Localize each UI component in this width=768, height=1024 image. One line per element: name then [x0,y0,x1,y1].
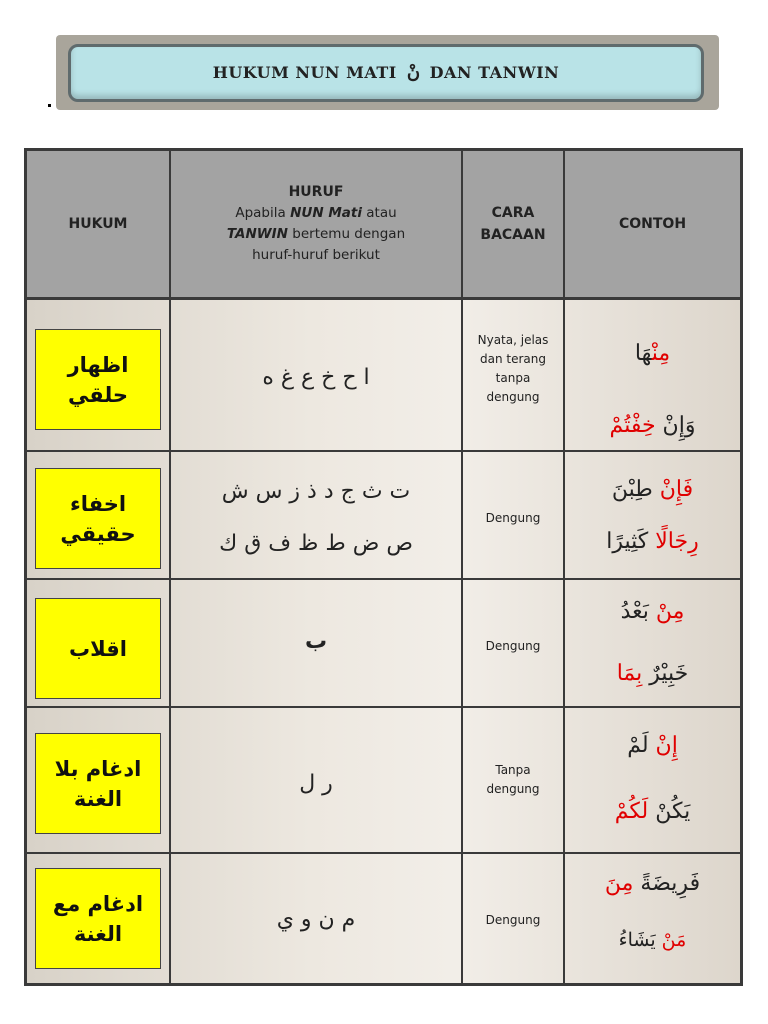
column-divider [461,151,463,983]
table-header [27,151,740,300]
row-divider [27,578,740,580]
huruf-letters: ب [304,629,328,654]
cara-bacaan: Dengung [485,913,541,927]
contoh-example: مِنْهَا [634,341,671,366]
hukum-table [24,148,743,986]
title-left: HUKUM NUN MATI [212,63,397,82]
header-hukum: HUKUM [68,216,128,232]
contoh-example: إِنْ لَمْ [627,733,678,758]
contoh-example: فَرِيضَةً مِنَ [604,871,701,896]
huruf-letters: م ن و ي [276,907,356,932]
stray-dot [48,104,51,107]
hukum-label: اقلاب [35,598,161,699]
header-huruf-title: HURUF [288,184,344,200]
hukum-label: ادغام بلا الغنة [35,733,161,834]
column-divider [563,151,565,983]
hukum-label: اظهار حلقي [35,329,161,430]
contoh-example: فَإِنْ طِبْنَ [611,477,694,502]
huruf-letters: ا ح خ ع غ ه [262,365,370,390]
contoh-example: وَإِنْ خِفْتُمْ [609,413,696,438]
contoh-example: رِجَالًا كَثِيرًا [606,529,699,554]
title-nun: نْ [406,62,421,83]
row-divider [27,706,740,708]
huruf-letters: ر ل [299,771,333,796]
contoh-example: مَنْ يَشَاءُ [618,929,687,951]
column-divider [169,151,171,983]
cara-bacaan: Nyata, jelas dan terang tanpa dengung [477,333,549,404]
hukum-label: اخفاء حقيقي [35,468,161,569]
title-right: DAN TANWIN [429,63,560,82]
huruf-letters: ت ث ج د ذ ز س ش [221,479,411,504]
row-divider [27,852,740,854]
header-huruf: HURUF Apabila NUN Mati atau TANWIN bertemu dengan huruf-huruf berikut [226,184,406,263]
title-banner [68,44,704,102]
hukum-label: ادغام مع الغنة [35,868,161,969]
cara-bacaan: Dengung [485,511,541,525]
page-title [71,62,701,83]
cara-bacaan: Tanpa dengung [486,763,540,796]
contoh-example: يَكُنْ لَكُمْ [614,799,691,824]
huruf-letters: ص ض ط ظ ف ق ك [219,531,413,556]
header-contoh: CONTOH [618,216,687,232]
row-divider [27,450,740,452]
header-cara: CARA BACAAN [480,205,546,243]
contoh-example: خَبِيْرٌ بِمَا [616,661,689,686]
cara-bacaan: Dengung [485,639,541,653]
contoh-example: مِنْ بَعْدُ [620,599,685,624]
